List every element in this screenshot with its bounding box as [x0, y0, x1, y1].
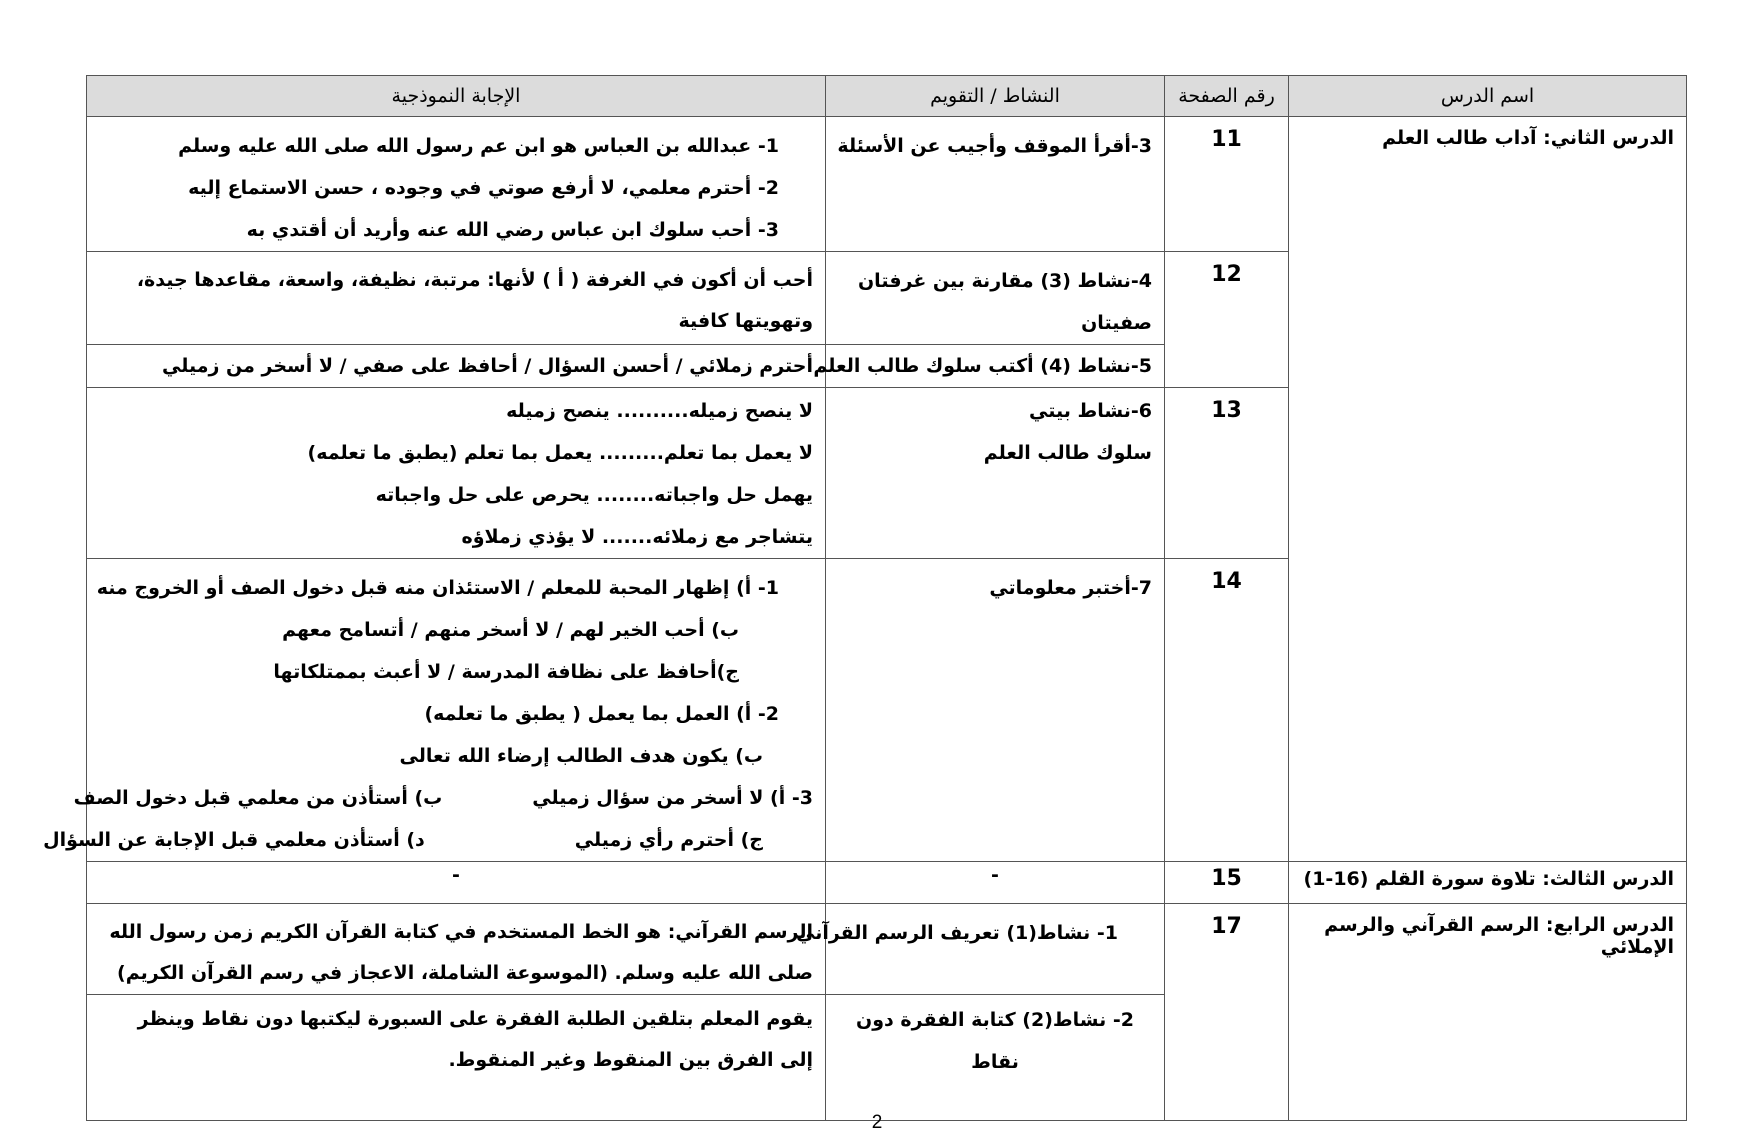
- page-number-cell: 13: [1165, 388, 1289, 559]
- lessons-table: [43, 75, 1687, 1121]
- lesson-cell: الدرس الرابع: الرسم القرآني والرسم الإملائي: [1289, 904, 1687, 1121]
- answer-cell: -: [87, 862, 826, 904]
- answer-cell: 1- عبدالله بن العباس هو ابن عم رسول الله صلى الله عليه وسلم 2- أحترم معلمي، لا أرفع صوتي في وجوده ، حسن الاستماع إليه 3- أحب سلوك ابن عباس رضي الله عنه وأريد أن أقتدي به: [87, 117, 826, 252]
- table-row: [87, 904, 1687, 995]
- answer-cell: 1- أ) إظهار المحبة للمعلم / الاستئذان منه قبل دخول الصف أو الخروج منه ب) أحب الخير لهم / لا أسخر منهم / أتسامح معهم ج)أحافظ على نظافة المدرسة / لا أعبث بممتلكاتها 2- أ) العمل بما يعمل ( يطبق ما تعلمه) ب) يكون هدف الطالب إرضاء الله تعالى 3- أ) لا أسخر من سؤال زميليب) أستأذن من معلمي قبل دخول الصف ج) أحترم رأي زميليد) أستأذن معلمي قبل الإجابة عن السؤال: [87, 559, 826, 862]
- activity-cell: 7-أختبر معلوماتي: [826, 559, 1165, 862]
- page-number-cell: 14: [1165, 559, 1289, 862]
- lesson-cell: الدرس الثاني: آداب طالب العلم: [1289, 117, 1687, 862]
- header-lesson-name: اسم الدرس: [1289, 76, 1687, 117]
- table-row: [87, 862, 1687, 904]
- lesson-cell: الدرس الثالث: تلاوة سورة القلم (16-1): [1289, 862, 1687, 904]
- activity-cell: 5-نشاط (4) أكتب سلوك طالب العلم: [826, 345, 1165, 388]
- page-number-cell: 12: [1165, 252, 1289, 388]
- header-activity: النشاط / التقويم: [826, 76, 1165, 117]
- activity-cell: -: [826, 862, 1165, 904]
- header-model-answer: الإجابة النموذجية: [87, 76, 826, 117]
- activity-cell: 4-نشاط (3) مقارنة بين غرفتان صفيتان: [826, 252, 1165, 345]
- activity-cell: 1- نشاط(1) تعريف الرسم القرآني: [826, 904, 1165, 995]
- answer-cell: لا ينصح زميله.......... ينصح زميله لا يعمل بما تعلم......... يعمل بما تعلم (يطبق ما تعلمه) يهمل حل واجباته........ يحرص على حل واجباته يتشاجر مع زملائه....... لا يؤذي زملاؤه: [87, 388, 826, 559]
- page-number-cell: 17: [1165, 904, 1289, 1121]
- answer-cell: الرسم القرآني: هو الخط المستخدم في كتابة القرآن الكريم زمن رسول الله صلى الله عليه وسلم. (الموسوعة الشاملة، الاعجاز في رسم القرآن الكريم): [87, 904, 826, 995]
- answer-cell: أحب أن أكون في الغرفة ( أ ) لأنها: مرتبة، نظيفة، واسعة، مقاعدها جيدة، وتهويتها كافية: [87, 252, 826, 345]
- answer-cell: أحترم زملائي / أحسن السؤال / أحافظ على صفي / لا أسخر من زميلي: [87, 345, 826, 388]
- page-number-cell: 15: [1165, 862, 1289, 904]
- activity-cell: 3-أقرأ الموقف وأجيب عن الأسئلة: [826, 117, 1165, 252]
- page-number-cell: 11: [1165, 117, 1289, 252]
- activity-cell: 6-نشاط بيتي سلوك طالب العلم: [826, 388, 1165, 559]
- table-header-row: [87, 76, 1687, 117]
- answer-cell: يقوم المعلم بتلقين الطلبة الفقرة على السبورة ليكتبها دون نقاط وينظر إلى الفرق بين المنقوط وغير المنقوط.: [87, 995, 826, 1121]
- activity-cell: 2- نشاط(2) كتابة الفقرة دون نقاط: [826, 995, 1165, 1121]
- header-page-number: رقم الصفحة: [1165, 76, 1289, 117]
- table-row: [87, 117, 1687, 252]
- page-number: 2: [871, 1112, 883, 1133]
